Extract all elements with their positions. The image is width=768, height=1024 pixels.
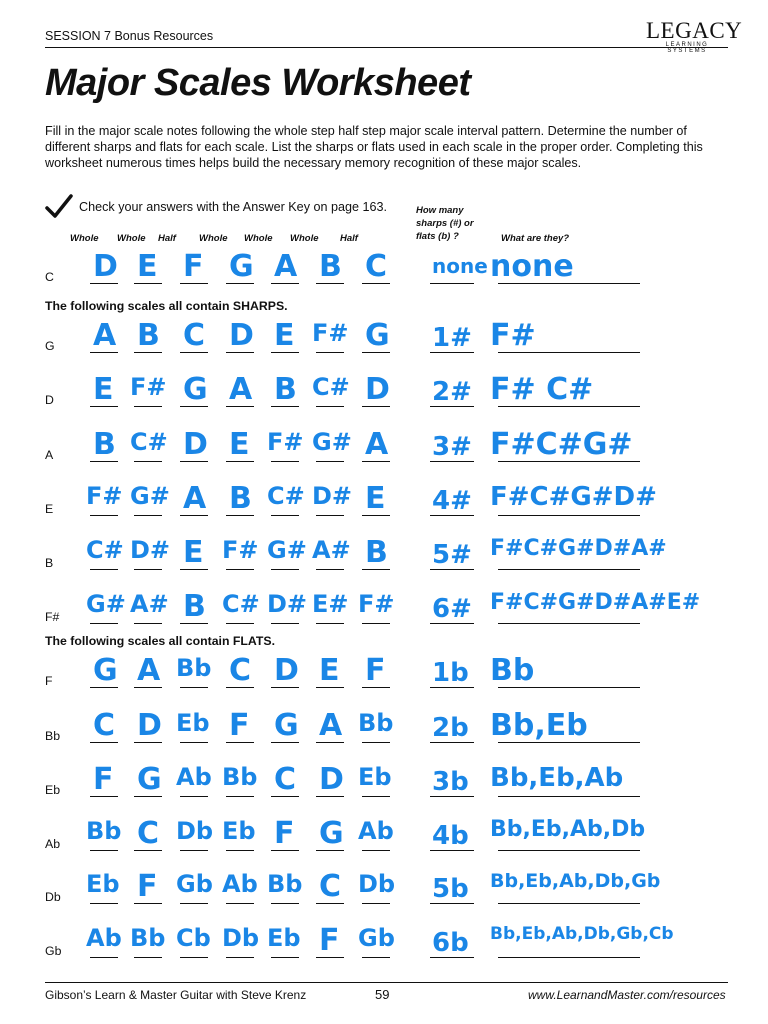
- footer-rule: [45, 982, 728, 983]
- handwritten-note: C: [229, 653, 252, 688]
- handwritten-note: C: [183, 318, 206, 353]
- note-blank[interactable]: [271, 957, 299, 958]
- handwritten-note: G: [365, 318, 390, 353]
- page-number: 59: [375, 987, 390, 1002]
- note-blank[interactable]: [134, 515, 162, 516]
- handwritten-note: E: [274, 318, 295, 353]
- note-blank[interactable]: [316, 515, 344, 516]
- handwritten-note: C: [93, 708, 116, 743]
- scale-key-label: F: [45, 674, 53, 688]
- note-blank[interactable]: [362, 957, 390, 958]
- handwritten-note: D#: [267, 590, 308, 618]
- note-blank[interactable]: [226, 796, 254, 797]
- handwritten-count: none: [432, 254, 488, 278]
- handwritten-count: 2#: [432, 377, 472, 407]
- handwritten-note: B: [93, 427, 116, 462]
- handwritten-count: 1#: [432, 323, 472, 353]
- handwritten-note: Eb: [358, 763, 392, 791]
- answer-key-note: Check your answers with the Answer Key on page 163.: [79, 200, 388, 214]
- footer-url: www.LearnandMaster.com/resources: [528, 988, 726, 1002]
- handwritten-note: F: [319, 923, 340, 958]
- note-blank[interactable]: [362, 623, 390, 624]
- count-blank[interactable]: [430, 283, 474, 284]
- handwritten-note: F: [93, 762, 114, 797]
- note-blank[interactable]: [316, 406, 344, 407]
- note-blank[interactable]: [362, 796, 390, 797]
- note-blank[interactable]: [271, 515, 299, 516]
- handwritten-note: Ab: [222, 870, 258, 898]
- note-blank[interactable]: [271, 623, 299, 624]
- handwritten-count: 6b: [432, 928, 469, 958]
- handwritten-note: B: [183, 589, 206, 624]
- scale-key-label: C: [45, 270, 54, 284]
- scale-key-label: Eb: [45, 783, 61, 797]
- handwritten-note: Bb: [358, 709, 394, 737]
- handwritten-note: Bb: [86, 817, 122, 845]
- sharps-section-heading: The following scales all contain SHARPS.: [45, 299, 288, 313]
- handwritten-note: Ab: [176, 763, 212, 791]
- handwritten-note: B: [365, 535, 388, 570]
- interval-label: Half: [158, 233, 176, 244]
- handwritten-accidentals: none: [490, 252, 574, 282]
- note-blank[interactable]: [90, 569, 118, 570]
- handwritten-note: B: [137, 318, 160, 353]
- accidentals-blank[interactable]: [498, 406, 640, 407]
- note-blank[interactable]: [134, 461, 162, 462]
- handwritten-note: A: [274, 249, 298, 284]
- note-blank[interactable]: [180, 796, 208, 797]
- handwritten-accidentals: Bb,Eb,Ab,Db: [490, 819, 646, 841]
- note-blank[interactable]: [226, 623, 254, 624]
- handwritten-accidentals: F#C#G#: [490, 430, 633, 460]
- interval-label: Whole: [290, 233, 319, 244]
- handwritten-note: D#: [130, 536, 171, 564]
- handwritten-note: A: [319, 708, 343, 743]
- handwritten-note: Bb: [176, 654, 212, 682]
- note-blank[interactable]: [180, 687, 208, 688]
- scale-key-label: G: [45, 339, 55, 353]
- handwritten-accidentals: F#C#G#D#A#E#: [490, 592, 701, 614]
- handwritten-note: C: [319, 869, 342, 904]
- accidentals-blank[interactable]: [498, 569, 640, 570]
- scale-key-label: Bb: [45, 729, 61, 743]
- handwritten-note: D: [319, 762, 344, 797]
- handwritten-note: Cb: [176, 924, 211, 952]
- handwritten-accidentals: Bb,Eb,Ab,Db,Gb: [490, 872, 661, 891]
- handwritten-note: D: [183, 427, 208, 462]
- scale-key-label: Gb: [45, 944, 62, 958]
- handwritten-note: G#: [86, 590, 126, 618]
- handwritten-note: A: [93, 318, 117, 353]
- interval-label: Half: [340, 233, 358, 244]
- handwritten-note: A: [365, 427, 389, 462]
- handwritten-note: E: [137, 249, 158, 284]
- note-blank[interactable]: [90, 903, 118, 904]
- note-blank[interactable]: [316, 352, 344, 353]
- interval-label: Whole: [70, 233, 99, 244]
- handwritten-count: 4#: [432, 486, 472, 516]
- note-blank[interactable]: [134, 406, 162, 407]
- handwritten-note: Db: [358, 870, 396, 898]
- accidentals-blank[interactable]: [498, 515, 640, 516]
- handwritten-note: F#: [222, 536, 259, 564]
- handwritten-accidentals: F#C#G#D#: [490, 484, 657, 510]
- handwritten-note: B: [319, 249, 342, 284]
- note-blank[interactable]: [134, 569, 162, 570]
- handwritten-note: F#: [267, 428, 304, 456]
- legacy-logo: [646, 18, 743, 54]
- scale-key-label: E: [45, 502, 54, 516]
- handwritten-note: Ab: [358, 817, 394, 845]
- handwritten-note: Bb: [267, 870, 303, 898]
- handwritten-note: D: [274, 653, 299, 688]
- session-label: SESSION 7 Bonus Resources: [45, 29, 214, 43]
- handwritten-note: Bb: [130, 924, 166, 952]
- handwritten-accidentals: Bb,Eb,Ab,Db,Gb,Cb: [490, 926, 674, 943]
- accidentals-blank[interactable]: [498, 957, 640, 958]
- handwritten-accidentals: F#: [490, 321, 536, 351]
- handwritten-note: Db: [222, 924, 260, 952]
- note-blank[interactable]: [316, 623, 344, 624]
- note-blank[interactable]: [362, 850, 390, 851]
- handwritten-note: C: [137, 816, 160, 851]
- handwritten-note: F#: [130, 373, 167, 401]
- accidentals-blank[interactable]: [498, 623, 640, 624]
- handwritten-note: G: [274, 708, 299, 743]
- handwritten-note: E: [93, 372, 114, 407]
- handwritten-note: A#: [312, 536, 351, 564]
- handwritten-note: Db: [176, 817, 214, 845]
- note-blank[interactable]: [362, 742, 390, 743]
- note-blank[interactable]: [316, 461, 344, 462]
- handwritten-accidentals: F# C#: [490, 375, 594, 405]
- handwritten-count: 5b: [432, 874, 469, 904]
- note-blank[interactable]: [362, 903, 390, 904]
- header-rule: [45, 47, 728, 48]
- note-blank[interactable]: [271, 903, 299, 904]
- scale-key-label: Ab: [45, 837, 61, 851]
- handwritten-note: G: [93, 653, 118, 688]
- note-blank[interactable]: [271, 569, 299, 570]
- accidentals-blank[interactable]: [498, 283, 640, 284]
- handwritten-note: Gb: [358, 924, 395, 952]
- instructions: Fill in the major scale notes following the whole step half step major scale interval pattern. Determine the number of different sharps and flats for each scale. List the sharps or flats used in each scale in the proper order. Completing this worksheet numerous times helps build the necessary memory recognition of these major scales.: [45, 124, 703, 170]
- handwritten-note: G#: [267, 536, 307, 564]
- note-blank[interactable]: [90, 850, 118, 851]
- handwritten-note: E: [229, 427, 250, 462]
- logo-sub: LEARNING SYSTEMS: [665, 42, 709, 54]
- handwritten-note: A: [137, 653, 161, 688]
- handwritten-note: F: [229, 708, 250, 743]
- handwritten-count: 4b: [432, 821, 469, 851]
- handwritten-note: Eb: [176, 709, 210, 737]
- scale-key-label: A: [45, 448, 54, 462]
- handwritten-accidentals: Bb,Eb: [490, 711, 588, 741]
- handwritten-count: 5#: [432, 540, 472, 570]
- handwritten-note: F#: [312, 319, 349, 347]
- note-blank[interactable]: [271, 461, 299, 462]
- accidentals-blank[interactable]: [498, 850, 640, 851]
- note-blank[interactable]: [226, 850, 254, 851]
- handwritten-note: A#: [130, 590, 169, 618]
- accidentals-blank[interactable]: [498, 461, 640, 462]
- handwritten-note: C#: [312, 373, 350, 401]
- footer-credit: Gibson’s Learn & Master Guitar with Steve Krenz: [45, 988, 307, 1002]
- handwritten-note: F: [274, 816, 295, 851]
- handwritten-note: G: [183, 372, 208, 407]
- handwritten-note: F#: [358, 590, 395, 618]
- handwritten-note: C#: [222, 590, 260, 618]
- handwritten-note: E: [365, 481, 386, 516]
- note-blank[interactable]: [180, 742, 208, 743]
- note-blank[interactable]: [90, 515, 118, 516]
- scale-key-label: D: [45, 393, 54, 407]
- note-blank[interactable]: [226, 903, 254, 904]
- scale-key-label: Db: [45, 890, 61, 904]
- interval-label: Whole: [199, 233, 228, 244]
- handwritten-note: Gb: [176, 870, 213, 898]
- handwritten-note: Eb: [222, 817, 256, 845]
- handwritten-note: C: [365, 249, 388, 284]
- scale-key-label: F#: [45, 610, 60, 624]
- handwritten-note: G#: [312, 428, 352, 456]
- handwritten-note: F#: [86, 482, 123, 510]
- handwritten-note: A: [229, 372, 253, 407]
- accidentals-blank[interactable]: [498, 742, 640, 743]
- what-are-they-header: What are they?: [501, 233, 570, 244]
- handwritten-count: 2b: [432, 713, 469, 743]
- handwritten-note: B: [274, 372, 297, 407]
- handwritten-accidentals: Bb,Eb,Ab: [490, 765, 624, 791]
- logo-main: LEGACY: [646, 18, 743, 43]
- handwritten-note: A: [183, 481, 207, 516]
- note-blank[interactable]: [180, 903, 208, 904]
- handwritten-count: 1b: [432, 658, 469, 688]
- checkmark-icon: [44, 194, 74, 220]
- interval-label: Whole: [117, 233, 146, 244]
- handwritten-note: C: [274, 762, 297, 797]
- handwritten-count: 6#: [432, 594, 472, 624]
- handwritten-accidentals: Bb: [490, 656, 535, 686]
- handwritten-note: B: [229, 481, 252, 516]
- accidentals-blank[interactable]: [498, 903, 640, 904]
- note-blank[interactable]: [316, 569, 344, 570]
- page-title: Major Scales Worksheet: [45, 62, 471, 104]
- handwritten-note: D: [93, 249, 118, 284]
- handwritten-accidentals: F#C#G#D#A#: [490, 538, 667, 560]
- handwritten-note: Ab: [86, 924, 122, 952]
- handwritten-note: G: [229, 249, 254, 284]
- handwritten-count: 3b: [432, 767, 469, 797]
- handwritten-note: D: [137, 708, 162, 743]
- accidentals-blank[interactable]: [498, 796, 640, 797]
- handwritten-note: G#: [130, 482, 170, 510]
- handwritten-note: C#: [86, 536, 124, 564]
- note-blank[interactable]: [134, 957, 162, 958]
- accidentals-blank[interactable]: [498, 687, 640, 688]
- handwritten-note: D: [229, 318, 254, 353]
- handwritten-note: E: [183, 535, 204, 570]
- note-blank[interactable]: [180, 850, 208, 851]
- handwritten-note: G: [319, 816, 344, 851]
- handwritten-note: E: [319, 653, 340, 688]
- accidentals-blank[interactable]: [498, 352, 640, 353]
- handwritten-note: C#: [267, 482, 305, 510]
- note-blank[interactable]: [226, 569, 254, 570]
- note-blank[interactable]: [226, 957, 254, 958]
- note-blank[interactable]: [90, 957, 118, 958]
- note-blank[interactable]: [180, 957, 208, 958]
- handwritten-note: Bb: [222, 763, 258, 791]
- handwritten-note: G: [137, 762, 162, 797]
- handwritten-note: F: [183, 249, 204, 284]
- scale-key-label: B: [45, 556, 54, 570]
- handwritten-note: D: [365, 372, 390, 407]
- how-many-header: How many sharps (#) or flats (b) ?: [416, 205, 474, 242]
- handwritten-note: F: [137, 869, 158, 904]
- interval-label: Whole: [244, 233, 273, 244]
- handwritten-note: D#: [312, 482, 353, 510]
- flats-section-heading: The following scales all contain FLATS.: [45, 634, 276, 648]
- handwritten-note: C#: [130, 428, 168, 456]
- handwritten-note: E#: [312, 590, 349, 618]
- note-blank[interactable]: [134, 623, 162, 624]
- handwritten-note: F: [365, 653, 386, 688]
- handwritten-count: 3#: [432, 432, 472, 462]
- handwritten-note: Eb: [267, 924, 301, 952]
- note-blank[interactable]: [90, 623, 118, 624]
- handwritten-note: Eb: [86, 870, 120, 898]
